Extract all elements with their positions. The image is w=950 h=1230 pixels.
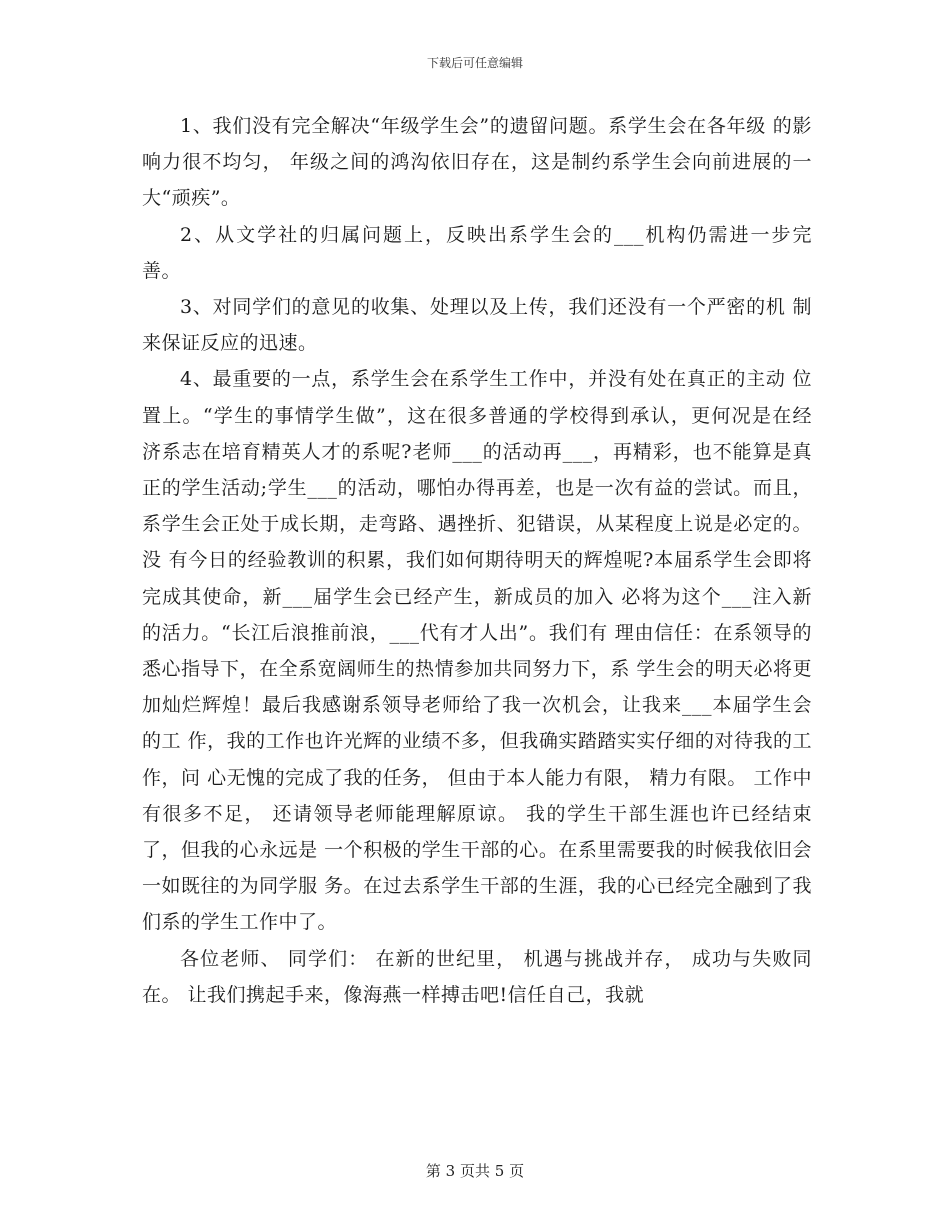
paragraph-2: 2、从文学社的归属问题上，反映出系学生会的___机构仍需进一步完 善。 bbox=[142, 223, 812, 282]
paragraph-5: 各位老师、 同学们： 在新的世纪里， 机遇与挑战并存， 成功与失败同在。 让我们携起手来，像海燕一样搏击吧!信任自己，我就 bbox=[142, 947, 812, 1006]
paragraph-1: 1、我们没有完全解决“年级学生会”的遗留问题。系学生会在各年级 的影响力很不均匀， 年级之间的鸿沟依旧存在，这是制约系学生会向前进展的一 大“顽疾”。 bbox=[142, 115, 812, 210]
page-header-note: 下载后可任意编辑 bbox=[426, 56, 523, 70]
paragraph-3: 3、对同学们的意见的收集、处理以及上传，我们还没有一个严密的机 制来保证反应的迅速。 bbox=[142, 296, 812, 355]
document-body bbox=[142, 108, 812, 1013]
paragraph-4: 4、最重要的一点，系学生会在系学生工作中，并没有处在真正的主动 位置上。“学生的事情学生做”，这在很多普通的学校得到承认，更何况是在经 济系志在培育精英人才的系呢?老师___的活动再___，再精彩，也不能算是真 正的学生活动;学生___的活动，哪怕办得再差，也是一次有益的尝试。而且， 系学生会正处于成长期，走弯路、遇挫折、犯错误，从某程度上说是必定的。没 有今日的经验教训的积累，我们如何期待明天的辉煌呢?本届系学生会即将完成其使命，新___届学生会已经产生，新成员的加入 必将为这个___注入新的活力。“长江后浪推前浪，___代有才人出”。我们有 理由信任：在系领导的悉心指导下，在全系宽阔师生的热情参加共同努力下，系 学生会的明天必将更加灿烂辉煌！最后我感谢系领导老师给了我一次机会，让我来___本届学生会的工 作，我的工作也许光辉的业绩不多，但我确实踏踏实实仔细的对待我的工作，问 心无愧的完成了我的任务， 但由于本人能力有限， 精力有限。 工作中有很多不足， 还请领导老师能理解原谅。 我的学生干部生涯也许已经结束了，但我的心永远是 一个积极的学生干部的心。在系里需要我的时候我依旧会一如既往的为同学服 务。在过去系学生干部的生涯，我的心已经完全融到了我们系的学生工作中了。 bbox=[142, 368, 812, 934]
page-number: 第 3 页共 5 页 bbox=[425, 1162, 525, 1180]
